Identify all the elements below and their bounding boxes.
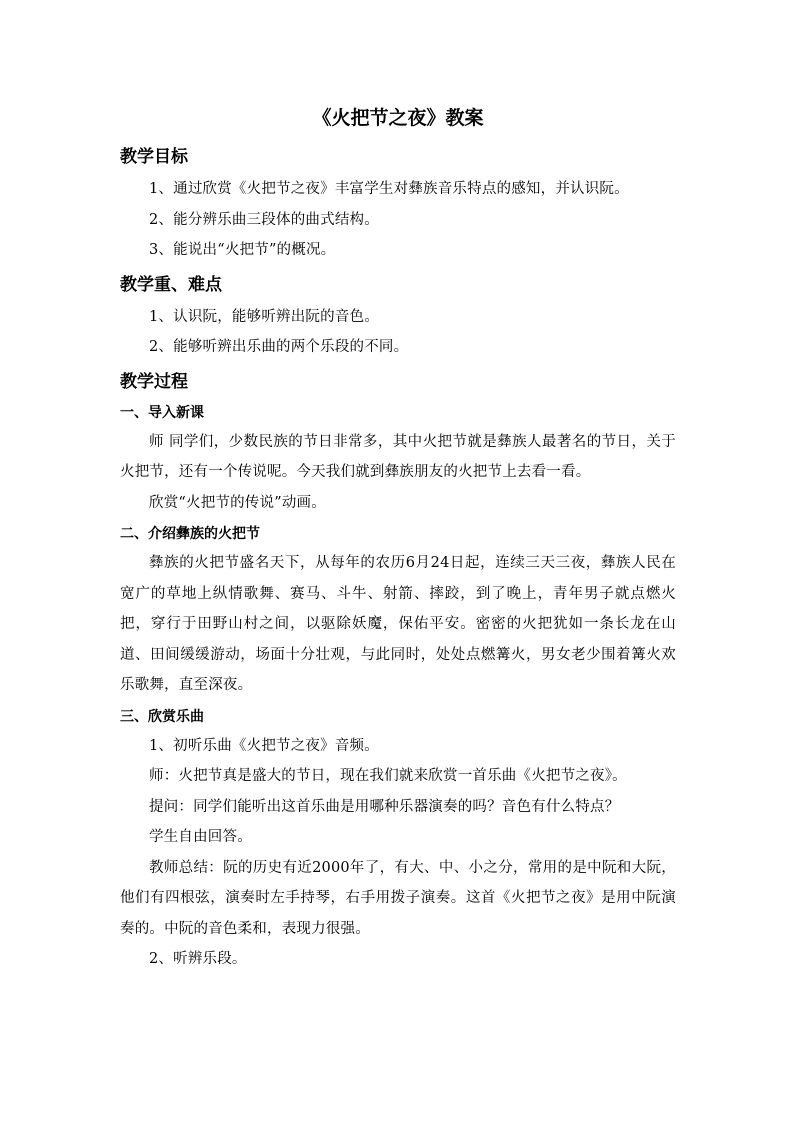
subsection-music — [120, 703, 676, 975]
paragraph: 教师总结：阮的历史有近2000年了，有大、中、小之分，常用的是中阮和大阮，他们有四根弦，演奏时左手持琴，右手用拨子演奏。这首《火把节之夜》是用中阮演奏的。中阮的音色柔和，表现力很强。 — [120, 859, 676, 937]
key-point-item: 1、认识阮，能够听辨出阮的音色。 — [149, 308, 379, 325]
paragraph: 师：火把节真是盛大的节日，现在我们就来欣赏一首乐曲《火把节之夜》。 — [149, 768, 627, 784]
subsection-heading: 三、欣赏乐曲 — [120, 708, 204, 725]
goal-item: 1、通过欣赏《火把节之夜》丰富学生对彝族音乐特点的感知，并认识阮。 — [149, 181, 629, 197]
paragraph: 学生自由回答。 — [149, 829, 252, 845]
subsection-heading: 二、介绍彝族的火把节 — [120, 526, 260, 542]
paragraph: 提问：同学们能听出这首乐曲是用哪种乐器演奏的吗？音色有什么特点？ — [149, 798, 620, 815]
section-heading: 教学重、难点 — [120, 274, 222, 295]
document-title: 《火把节之夜》教案 — [312, 107, 484, 129]
section-heading: 教学过程 — [120, 371, 188, 392]
key-point-item: 2、能够听辨出乐曲的两个乐段的不同。 — [149, 339, 409, 355]
subsection-heading: 一、导入新课 — [120, 404, 204, 421]
goal-item: 3、能说出“火把节”的概况。 — [149, 242, 336, 258]
goal-item: 2、能分辨乐曲三段体的曲式结构。 — [149, 211, 379, 228]
paragraph: 师 同学们，少数民族的节日非常多，其中火把节就是彝族人最著名的节日，关于火把节，还有一个传说呢。今天我们就到彝族朋友的火把节上去看一看。 — [120, 433, 676, 480]
paragraph: 1、初听乐曲《火把节之夜》音频。 — [149, 737, 379, 754]
section-teaching-goals — [120, 142, 676, 266]
section-teaching-process — [120, 367, 676, 975]
paragraph: 欣赏“火把节的传说”动画。 — [149, 494, 326, 511]
paragraph: 2、听辨乐段。 — [149, 951, 247, 967]
subsection-festival — [120, 520, 676, 701]
subsection-intro — [120, 399, 676, 519]
paragraph: 彝族的火把节盛名天下，从每年的农历6月24日起，连续三天三夜，彝族人民在宽广的草地上纵情歌舞、赛马、斗牛、射箭、摔跤，到了晚上，青年男子就点燃火把，穿行于田野山村之间，以驱除妖魔，保佑平安。密密的火把犹如一条长龙在山道、田间缓缓游动，场面十分壮观，与此同时，处处点燃篝火，男女老少围着篝火欢乐歌舞，直至深夜。 — [120, 555, 676, 693]
section-heading: 教学目标 — [120, 147, 188, 167]
section-key-points — [120, 270, 676, 363]
